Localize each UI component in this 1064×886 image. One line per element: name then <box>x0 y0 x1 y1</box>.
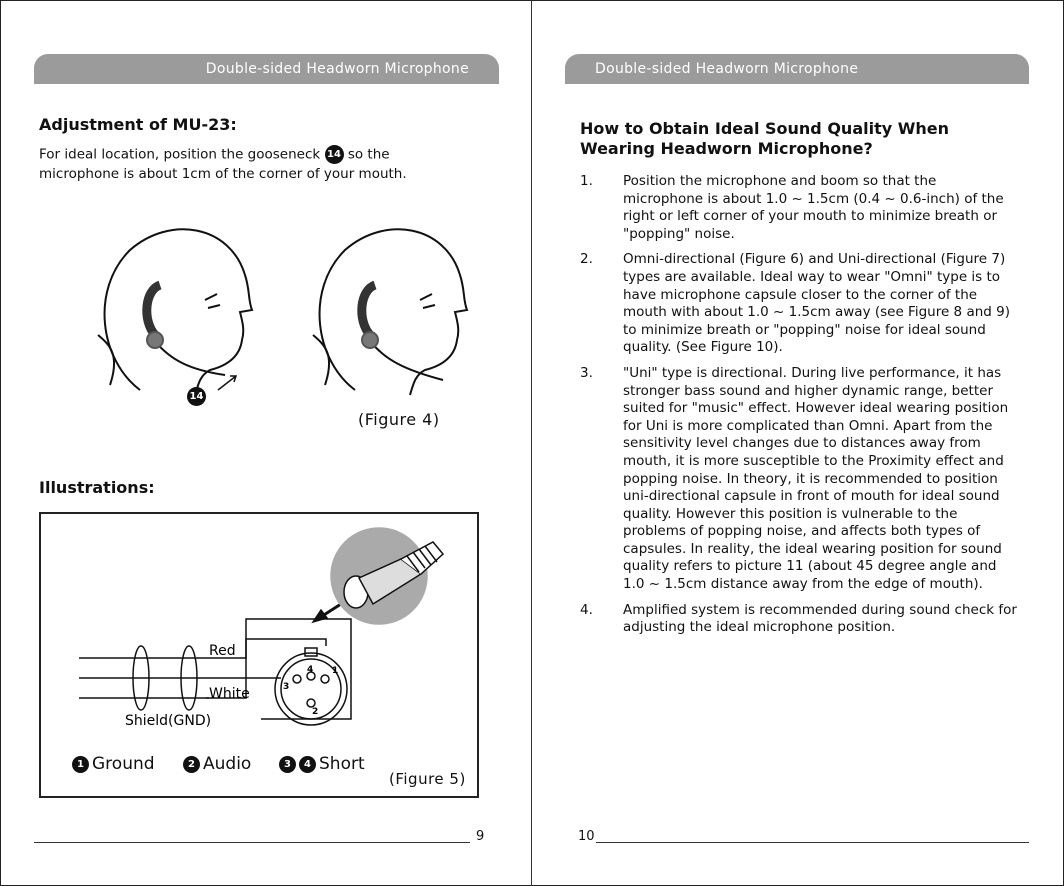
list-item-number: 2. <box>580 251 593 268</box>
list-item-number: 1. <box>580 173 593 189</box>
figure-4-caption: (Figure 4) <box>358 410 440 429</box>
short-badge-4: 4 <box>299 756 316 773</box>
list-item-number: 4. <box>580 601 593 618</box>
left-page-number: 9 <box>476 829 485 844</box>
adjustment-text <box>39 145 499 184</box>
ground-badge: 1 <box>72 756 89 773</box>
left-header-title: Double-sided Headworn Microphone <box>205 61 469 77</box>
adjustment-text-line2: microphone is about 1cm of the corner of your mouth. <box>39 165 407 182</box>
tips-list <box>580 173 1020 645</box>
list-item <box>580 365 1020 594</box>
pin-3-label: 3 <box>283 682 290 692</box>
audio-label: Audio <box>203 754 252 774</box>
adjust-arrow <box>218 376 236 390</box>
ground-label: Ground <box>92 754 155 774</box>
list-item-text: Position the microphone and boom so that the microphone is about 1.0 ~ 1.5cm (0.4 ~ 0.6-inch) of the right or left corner of your mouth to minimize breath or "popping" noise. <box>623 173 1004 242</box>
gooseneck-badge: 14 <box>325 145 344 164</box>
list-item-text: Omni-directional (Figure 6) and Uni-directional (Figure 7) types are available. Ideal way to wear "Omni" type is to have microphone capsule closer to the corner of the mouth with about 1.0 ~ 1.5cm away (see Figure 8 and 9) to minimize breath or "popping" noise for ideal sound quality. (See Figure 10). <box>623 251 1010 356</box>
pin-4-label: 4 <box>307 665 314 675</box>
shield-wire-label: Shield(GND) <box>125 713 212 729</box>
legend-ground <box>72 754 155 774</box>
right-header-title: Double-sided Headworn Microphone <box>595 61 859 77</box>
head-right-illustration <box>313 229 467 395</box>
left-header-bar <box>34 54 499 84</box>
legend-short <box>279 754 365 774</box>
pin-2-label: 2 <box>312 707 319 717</box>
right-footer-line <box>596 842 1029 843</box>
adjustment-text-part2: so the <box>347 146 390 163</box>
adjustment-heading: Adjustment of MU-23: <box>39 115 237 134</box>
sound-quality-heading-line1: How to Obtain Ideal Sound Quality When <box>580 119 950 138</box>
red-wire-label: Red <box>209 643 236 659</box>
list-item <box>580 251 1020 357</box>
list-item <box>580 602 1020 637</box>
list-item-text: Amplified system is recommended during sound check for adjusting the ideal microphone position. <box>623 601 1017 636</box>
figure-4-gooseneck-badge: 14 <box>187 387 206 406</box>
head-left-illustration <box>98 229 252 395</box>
list-item-text: "Uni" type is directional. During live performance, it has stronger bass sound and higher dynamic range, better suited for "music" effect. However ideal wearing position for Uni is more complicated than Omni. Apart from the sensitivity level changes due to distances away from mouth, it is more susceptible to the Proximity effect and popping noise. In theory, it is recommended to position uni-directional capsule in front of mouth for ideal sound quality. However this position is vulnerable to the problems of popping noise, and affects both types of capsules. In reality, the ideal wearing position for sound quality refers to picture 11 (about 45 degree angle and 1.0 ~ 1.5cm distance away from the edge of mouth). <box>623 364 1009 593</box>
short-label: Short <box>319 754 365 774</box>
list-item <box>580 173 1020 243</box>
audio-badge: 2 <box>183 756 200 773</box>
left-footer-line <box>34 842 470 843</box>
pin-1-label: 1 <box>332 666 339 676</box>
short-badge-3: 3 <box>279 756 296 773</box>
white-wire-label: White <box>209 686 250 702</box>
legend-audio <box>183 754 251 774</box>
figure-5-caption: (Figure 5) <box>389 770 466 788</box>
figure-4-illustration <box>80 220 470 420</box>
illustrations-heading: Illustrations: <box>39 478 155 497</box>
sound-quality-heading <box>580 119 949 159</box>
sound-quality-heading-line2: Wearing Headworn Microphone? <box>580 139 873 158</box>
adjustment-text-part1: For ideal location, position the gooseneck <box>39 146 321 163</box>
right-header-bar <box>565 54 1029 84</box>
list-item-number: 3. <box>580 364 593 381</box>
right-page-number: 10 <box>578 829 595 844</box>
page-divider <box>531 0 532 886</box>
